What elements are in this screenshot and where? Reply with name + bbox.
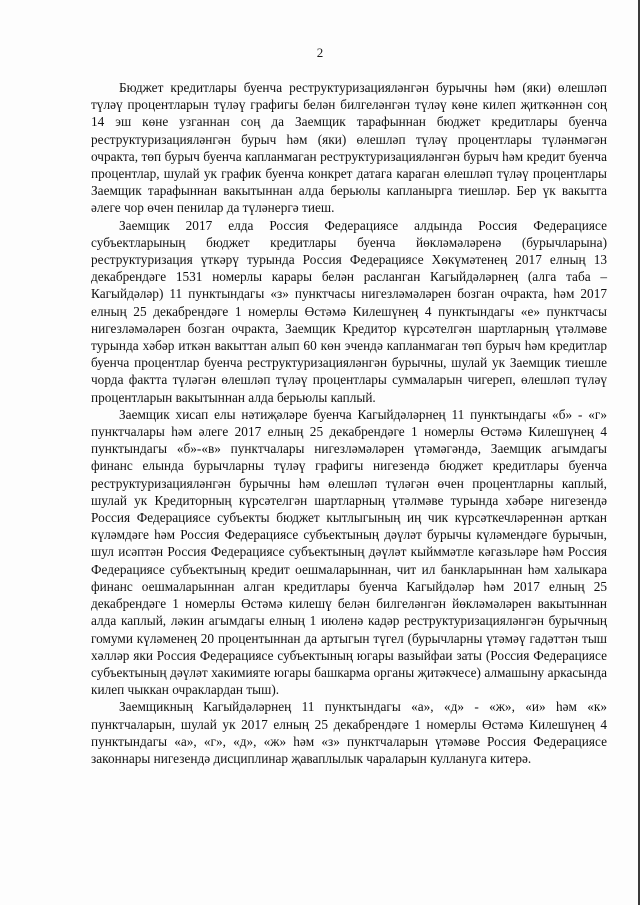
paragraph-disciplinary-liability: Заемщикның Кагыйдәләрнең 11 пунктындагы «а», «д» - «ж», «и» һәм «к» пунктчаларын, шулай ук 2017 елның 25 декабрендәге 1 номерлы Өстәмә Килешүнең 4 пунктындагы «а», «г», «д», «ж» һәм «з» пунктчаларын үтәмәве Россия Федерациясе законнары нигезендә дисциплинар җаваплылык чараларын куллануга китерә. xyxy=(91,699,607,766)
paragraph-early-repayment-14-days: Бюджет кредитлары буенча реструктуризацияләнгән бурычны һәм (яки) өлешләп түләү процентларын түләү графигы белән билгеләнгән түләү көне килеп җиткәннән соң 14 эш көне узганнан соң да Заемщик тарафыннан бюджет кредитлары буенча реструктуризацияләнгән бурыч һәм (яки) өлешләп түләү процентлары түләнмәгән очракта, төп бурыч буенча капланмаган реструктуризацияләнгән бурыч һәм кредит буенча процентлар, шулай ук график буенча конкрет датага караган өлешләп түләү процентлары Заемщик тарафыннан вакытыннан алда берьюлы капланырга тиешләр. Бер үк вакытта әлеге чор өчен пенилар да түләнергә тиеш. xyxy=(91,80,607,216)
document-body xyxy=(91,79,607,767)
page-number: 2 xyxy=(316,45,324,60)
paragraph-fiscal-year-results: Заемщик хисап елы нәтиҗәләре буенча Кагыйдәләрнең 11 пунктындагы «б» - «г» пунктчалары һәм әлеге 2017 елның 25 декабрендәге 1 номерлы Өстәмә Килешүнең 4 пунктындагы «б»-«в» пунктчалары нигезләмәләрен үтәмәгәндә, Заемщик агымдагы финанс елында бурычларны түләү графигы нигезендә бюджет кредитлары буенча реструктуризацияләнгән бурычны һәм өлешләп түләгән өчен процентларны каплый, шулай ук Кредиторның күрсәтелгән шартларның үтәлмәве турында хәбәре нигезендә Россия Федерациясе субъекты бюджет кытлыгының иң чик күрсәткечләреннән арткан күләмдәге һәм Россия Федерациясе субъектының дәүләт бурычы күләмендәге бурычын, шул исәптән Россия Федерациясе субъектының дәүләт кыйммәтле кәгазьләре һәм Россия Федерациясе субъектының кредит оешмаларыннан, чит ил банкларыннан һәм халыкара финанс оешмаларыннан алган кредитлары буенча Кагыйдәләр һәм 2017 елның 25 декабрендәге 1 номерлы Өстәмә килешү белән билгеләнгән йөкләмәләрен вакытыннан алда каплый, ләкин агымдагы елның 1 июленә кадәр реструктуризацияләнгән бурычның гомуми күләменең 20 процентыннан да артыгын түгел (бурычларны үтәмәү гадәттән тыш хәлләр яки Россия Федерациясе субъектының югары вазыйфаи заты (Россия Федерациясе субъектының дәүләт хакимияте югары башкарма органы җитәкчесе) алмашыну аркасында килеп чыккан очраклардан тыш). xyxy=(91,406,607,698)
paragraph-violation-subpoint-z: Заемщик 2017 елда Россия Федерациясе алдында Россия Федерациясе субъектларының бюджет кредитлары буенча йөкләмәләренә (бурычларына) реструктуризация үткәрү турында Россия Федерациясе Хөкүмәтенең 2017 елның 13 декабрендәге 1531 номерлы карары белән расланган Кагыйдәләрнең (алга таба – Кагыйдәләр) 11 пунктындагы «з» пунктчасы нигезләмәләрен бозган очракта, һәм 2017 елның 25 декабрендәге 1 номерлы Өстәмә Килешүнең 4 пунктындагы «е» пунктчасы нигезләмәләрен бозган очракта, Заемщик Кредитор күрсәтелгән шартларның үтәлмәве турында хәбәр иткән вакыттан алып 60 көн эчендә капланмаган төп бурыч һәм кредитлар буенча процентлар буенча реструктуризацияләнгән бурычны, шулай ук Заемщик тиешле чорда фактта түләгән өлешләп түләү процентлары суммаларын чигереп, өлешләп түләү процентларын вакытыннан алда берьюлы каплый. xyxy=(91,217,607,405)
